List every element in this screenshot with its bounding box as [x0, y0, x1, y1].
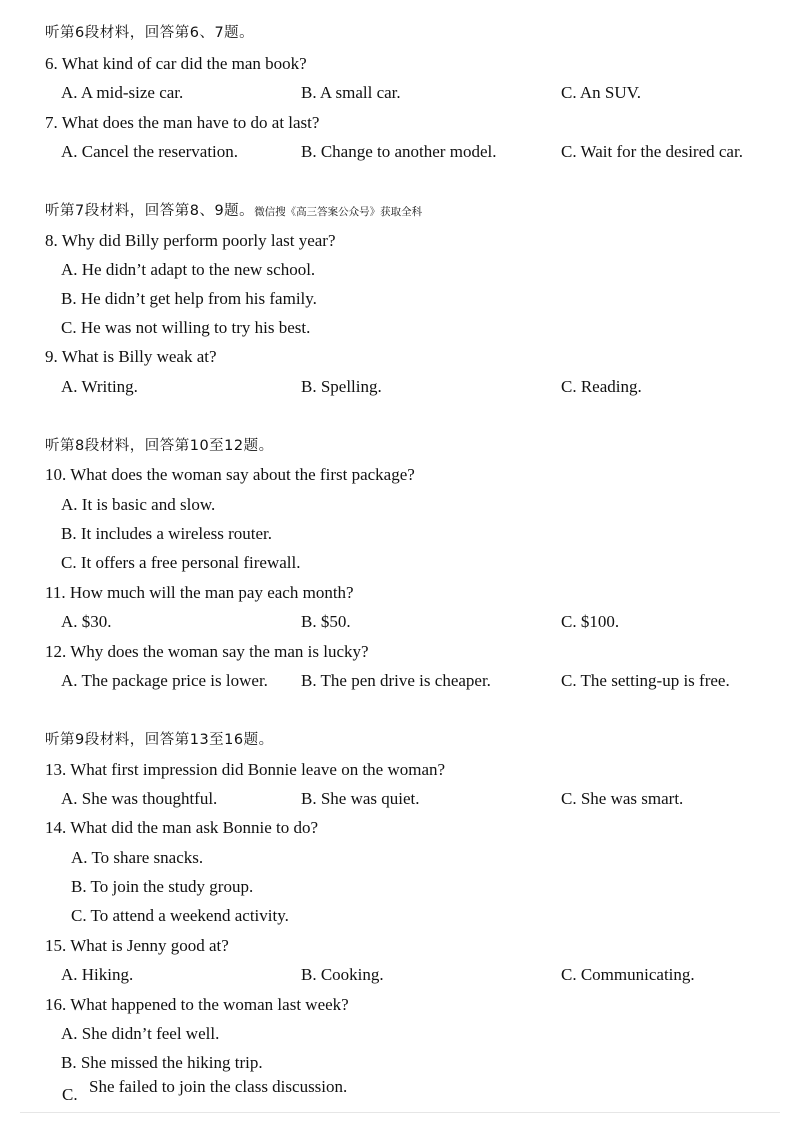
option-c: C. She was smart. [561, 789, 684, 808]
option-b: B. The pen drive is cheaper. [301, 671, 491, 690]
question-6 [0, 51, 800, 77]
option-a: A. Hiking. [61, 965, 134, 984]
option-a: A. Cancel the reservation. [61, 142, 239, 161]
option-c: C. He was not willing to try his best. [61, 318, 311, 337]
option-a: A. She was thoughtful. [61, 789, 218, 808]
option-c: She failed to join the class discussion. [89, 1077, 348, 1096]
options-14a [0, 845, 800, 871]
question-stem: 11. How much will the man pay each month? [45, 583, 354, 602]
section-heading [0, 198, 800, 224]
section-heading [0, 727, 800, 753]
page-bottom-rule [20, 1112, 780, 1113]
option-a: A. $30. [61, 612, 112, 631]
section-heading-text: 听第9段材料，回答第13至16题。 [45, 732, 274, 748]
options-10a [0, 492, 800, 518]
question-14 [0, 815, 800, 841]
question-stem: 8. Why did Billy perform poorly last year? [45, 231, 336, 250]
options-11 [0, 609, 800, 635]
option-c: C. Reading. [561, 377, 642, 396]
option-c: C. It offers a free personal firewall. [61, 553, 301, 572]
option-a: A. It is basic and slow. [61, 495, 216, 514]
option-b: B. Cooking. [301, 965, 384, 984]
question-stem: 12. Why does the woman say the man is lucky? [45, 642, 369, 661]
section-heading [0, 20, 800, 46]
option-a: A. To share snacks. [71, 848, 204, 867]
option-c: C. $100. [561, 612, 620, 631]
option-b: B. $50. [301, 612, 351, 631]
question-stem: 16. What happened to the woman last week? [45, 995, 349, 1014]
option-c: C. An SUV. [561, 83, 641, 102]
option-b: B. Spelling. [301, 377, 382, 396]
options-9 [0, 374, 800, 400]
options-12 [0, 668, 800, 694]
options-14b [0, 874, 800, 900]
question-stem: 9. What is Billy weak at? [45, 347, 217, 366]
question-stem: 6. What kind of car did the man book? [45, 54, 307, 73]
options-16c [0, 1074, 800, 1106]
option-b: B. To join the study group. [71, 877, 254, 896]
question-stem: 10. What does the woman say about the first package? [45, 465, 415, 484]
option-c: C. To attend a weekend activity. [71, 906, 289, 925]
section-heading-text: 听第6段材料，回答第6、7题。 [45, 25, 255, 41]
question-10 [0, 462, 800, 488]
options-8c [0, 315, 800, 341]
options-16b [0, 1050, 800, 1076]
section-note: 微信搜《高三答案公众号》获取全科 [254, 206, 423, 218]
options-10c [0, 550, 800, 576]
option-a: A. The package price is lower. [61, 671, 268, 690]
options-6 [0, 80, 800, 106]
options-10b [0, 521, 800, 547]
section-heading-text: 听第8段材料，回答第10至12题。 [45, 438, 274, 454]
options-16a [0, 1021, 800, 1047]
option-b: B. She was quiet. [301, 789, 420, 808]
option-a: A. Writing. [61, 377, 138, 396]
question-stem: 7. What does the man have to do at last? [45, 113, 320, 132]
question-stem: 14. What did the man ask Bonnie to do? [45, 818, 319, 837]
options-8b [0, 286, 800, 312]
option-b: B. Change to another model. [301, 142, 497, 161]
section-heading-wrap [45, 198, 422, 225]
question-7 [0, 110, 800, 136]
question-12 [0, 639, 800, 665]
question-11 [0, 580, 800, 606]
option-a: A. She didn’t feel well. [61, 1024, 220, 1043]
question-13 [0, 757, 800, 783]
option-a: A. He didn’t adapt to the new school. [61, 260, 316, 279]
section-heading-text: 听第7段材料，回答第8、9题。 [45, 203, 255, 219]
section-heading [0, 433, 800, 459]
option-b: B. A small car. [301, 83, 401, 102]
option-a: A. A mid-size car. [61, 83, 184, 102]
question-15 [0, 933, 800, 959]
option-b: B. He didn’t get help from his family. [61, 289, 317, 308]
question-8 [0, 228, 800, 254]
question-stem: 15. What is Jenny good at? [45, 936, 229, 955]
options-14c [0, 903, 800, 929]
options-15 [0, 962, 800, 988]
question-16 [0, 992, 800, 1018]
option-b: B. She missed the hiking trip. [61, 1053, 263, 1072]
options-8a [0, 257, 800, 283]
question-stem: 13. What first impression did Bonnie leave on the woman? [45, 760, 446, 779]
options-7 [0, 139, 800, 165]
question-9 [0, 344, 800, 370]
option-c: C. Communicating. [561, 965, 695, 984]
option-b: B. It includes a wireless router. [61, 524, 273, 543]
options-13 [0, 786, 800, 812]
option-c: C. The setting-up is free. [561, 671, 730, 690]
option-c: C. Wait for the desired car. [561, 142, 743, 161]
option-c-letter: C. [62, 1085, 78, 1104]
